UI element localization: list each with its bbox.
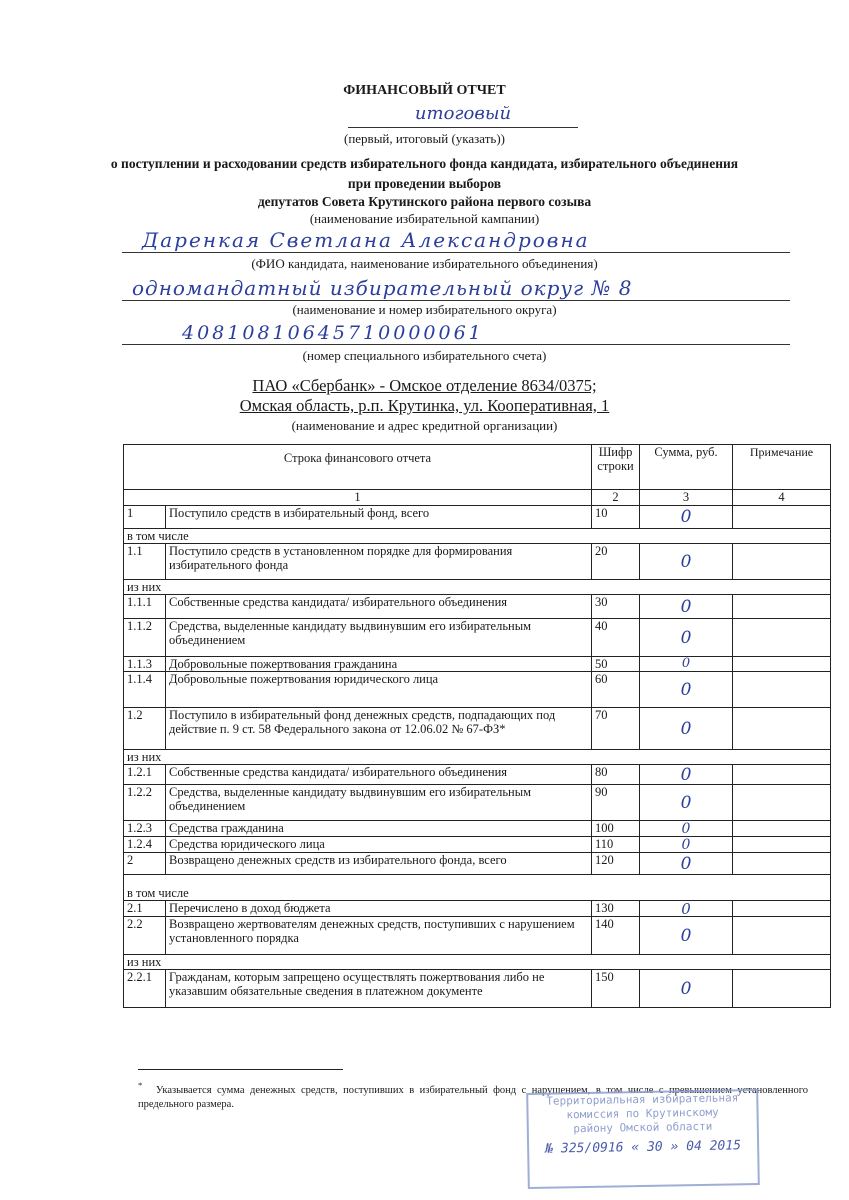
account-caption: (номер специального избирательного счета) [302,348,547,363]
row-sum: 0 [640,595,733,619]
table-row [124,657,831,672]
stamp-line-1: Территориальная избирательная [546,1091,739,1108]
footnote-mark: * [138,1080,143,1090]
section-label: в том числе [124,529,831,544]
bank-caption: (наименование и адрес кредитной организации) [291,418,558,433]
row-note [733,506,831,529]
bank-line-1: ПАО «Сбербанк» - Омское отделение 8634/0375; [252,376,597,395]
table-row [124,544,831,580]
report-type-field [348,103,578,128]
row-code: 20 [592,544,640,580]
row-sum: 0 [640,765,733,785]
section-row [124,955,831,970]
header-row-label: Строка финансового отчета [124,445,592,490]
table-row [124,708,831,750]
table-row [124,765,831,785]
row-text: Гражданам, которым запрещено осуществлять пожертвования либо не указавшим обязательные сведения в платежном документе [166,970,592,1008]
row-text: Добровольные пожертвования юридического лица [166,672,592,708]
row-sum: 0 [640,544,733,580]
row-code: 40 [592,619,640,657]
candidate-caption: (ФИО кандидата, наименование избирательного объединения) [251,256,598,271]
row-number: 1.2.3 [124,821,166,837]
commission-stamp [526,1089,760,1189]
campaign-caption: (наименование избирательной кампании) [309,211,540,226]
subject-line-1: о поступлении и расходовании средств избирательного фонда кандидата, избирательного объединения [110,156,739,171]
row-text: Перечислено в доход бюджета [166,901,592,917]
row-note [733,970,831,1008]
row-number: 2.2.1 [124,970,166,1008]
row-code: 60 [592,672,640,708]
section-label: в том числе [124,875,831,901]
row-text: Средства, выделенные кандидату выдвинувшим его избирательным объединением [166,785,592,821]
footnote-text: Указывается сумма денежных средств, поступивших в избирательный фонд с нарушением, в том числе с превышением установленного предельного размера. [138,1084,808,1110]
row-text: Поступило средств в избирательный фонд, всего [166,506,592,529]
row-number: 2.1 [124,901,166,917]
district-caption: (наименование и номер избирательного округа) [292,302,557,317]
table-row [124,506,831,529]
row-note [733,917,831,955]
row-sum: 0 [640,853,733,875]
section-row [124,875,831,901]
row-code: 30 [592,595,640,619]
row-sum: 0 [640,837,733,853]
table-row [124,917,831,955]
section-label: из них [124,750,831,765]
stamp-line-3: району Омской области [573,1119,713,1136]
row-number: 1.2 [124,708,166,750]
row-number: 1.2.4 [124,837,166,853]
table-row [124,672,831,708]
header-note: Примечание [733,445,831,490]
row-text: Средства юридического лица [166,837,592,853]
row-code: 120 [592,853,640,875]
row-sum: 0 [640,672,733,708]
section-row [124,750,831,765]
col-number-3: 3 [640,490,733,506]
row-code: 70 [592,708,640,750]
row-sum: 0 [640,506,733,529]
financial-report-table [123,444,831,1008]
row-note [733,901,831,917]
row-sum: 0 [640,657,733,672]
row-code: 150 [592,970,640,1008]
table-row [124,821,831,837]
row-sum: 0 [640,785,733,821]
row-number: 1.2.1 [124,765,166,785]
stamp-date: № 325/0916 « 30 » 04 2015 [545,1138,742,1157]
row-text: Поступило средств в установленном порядке для формирования избирательного фонда [166,544,592,580]
account-field [122,322,790,345]
row-note [733,619,831,657]
row-text: Собственные средства кандидата/ избирательного объединения [166,595,592,619]
table-row [124,785,831,821]
table-row [124,837,831,853]
table-row [124,853,831,875]
table-row [124,619,831,657]
table-header-row [124,445,831,490]
row-note [733,785,831,821]
header-sum: Сумма, руб. [640,445,733,490]
row-code: 50 [592,657,640,672]
report-title: ФИНАНСОВЫЙ ОТЧЕТ [343,83,506,98]
col-number-4: 4 [733,490,831,506]
row-number: 2.2 [124,917,166,955]
row-note [733,544,831,580]
account-handwritten: 40810810645710000061 [182,322,484,344]
section-row [124,529,831,544]
report-type-caption: (первый, итоговый (указать)) [344,131,505,146]
stamp-line-2: комиссия по Крутинскому [566,1105,719,1122]
row-sum: 0 [640,821,733,837]
row-code: 110 [592,837,640,853]
section-label: из них [124,580,831,595]
row-code: 90 [592,785,640,821]
row-text: Возвращено денежных средств из избирательного фонда, всего [166,853,592,875]
row-text: Средства, выделенные кандидату выдвинувшим его избирательным объединением [166,619,592,657]
table-row [124,970,831,1008]
row-note [733,821,831,837]
row-sum: 0 [640,619,733,657]
row-code: 130 [592,901,640,917]
row-number: 1 [124,506,166,529]
row-sum: 0 [640,970,733,1008]
report-type-handwritten: итоговый [414,103,512,124]
col-number-1: 1 [124,490,592,506]
header-code: Шифр строки [592,445,640,490]
row-number: 1.2.2 [124,785,166,821]
bank-line-2: Омская область, р.п. Крутинка, ул. Кооперативная, 1 [239,396,610,415]
row-text: Добровольные пожертвования гражданина [166,657,592,672]
footnote-divider [138,1069,343,1070]
row-note [733,765,831,785]
row-note [733,657,831,672]
row-number: 1.1 [124,544,166,580]
district-field [122,276,790,301]
row-note [733,853,831,875]
row-sum: 0 [640,901,733,917]
column-number-row [124,490,831,506]
row-text: Средства гражданина [166,821,592,837]
row-code: 100 [592,821,640,837]
row-note [733,672,831,708]
campaign-name: депутатов Совета Крутинского района первого созыва [257,194,592,209]
row-note [733,837,831,853]
row-number: 2 [124,853,166,875]
row-sum: 0 [640,917,733,955]
row-number: 1.1.3 [124,657,166,672]
candidate-field [122,228,790,253]
candidate-handwritten: Даренкая Светлана Александровна [142,228,590,252]
row-text: Поступило в избирательный фонд денежных средств, подпадающих под действие п. 9 ст. 58 Федерального закона от 12.06.02 № 67-ФЗ* [166,708,592,750]
row-code: 10 [592,506,640,529]
row-code: 140 [592,917,640,955]
row-number: 1.1.1 [124,595,166,619]
row-number: 1.1.2 [124,619,166,657]
row-note [733,595,831,619]
row-text: Возвращено жертвователям денежных средств, поступивших с нарушением установленного порядка [166,917,592,955]
subject-line-2: при проведении выборов [347,176,502,191]
row-text: Собственные средства кандидата/ избирательного объединения [166,765,592,785]
row-code: 80 [592,765,640,785]
row-number: 1.1.4 [124,672,166,708]
row-sum: 0 [640,708,733,750]
section-label: из них [124,955,831,970]
row-note [733,708,831,750]
table-row [124,901,831,917]
table-row [124,595,831,619]
section-row [124,580,831,595]
col-number-2: 2 [592,490,640,506]
district-handwritten: одномандатный избирательный округ № 8 [132,276,633,300]
